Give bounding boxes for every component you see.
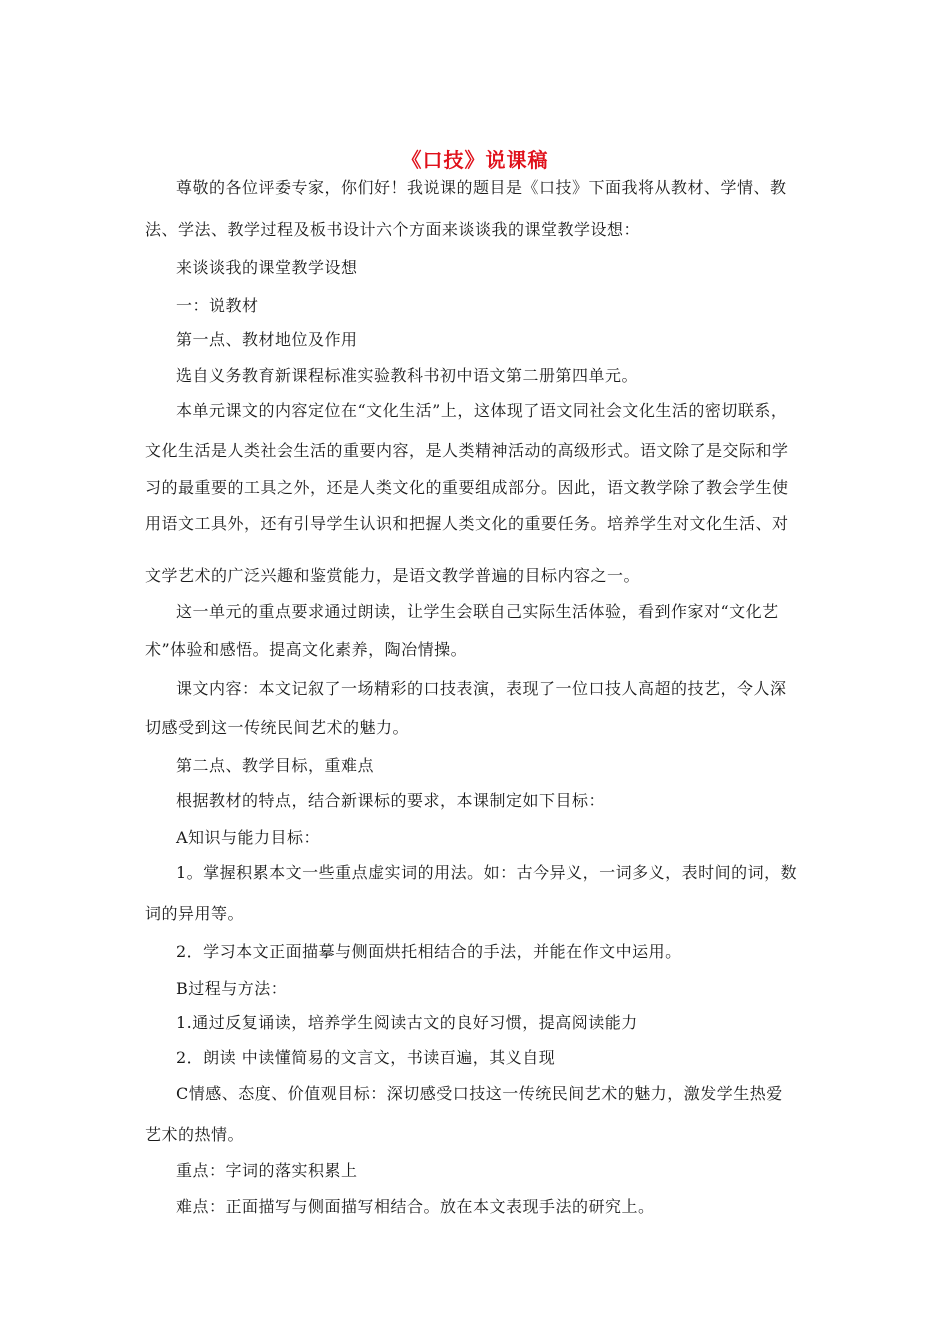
- paragraph-line: 尊敬的各位评委专家，你们好！我说课的题目是《口技》下面我将从教材、学情、教: [176, 178, 787, 197]
- paragraph-line: 法、学法、教学过程及板书设计六个方面来谈谈我的课堂教学设想：: [145, 220, 641, 239]
- section-heading: 一：说教材: [176, 296, 259, 315]
- paragraph-line: 习的最重要的工具之外，还是人类文化的重要组成部分。因此，语文教学除了教会学生使: [145, 478, 789, 497]
- subsection-heading: 第一点、教材地位及作用: [176, 330, 358, 349]
- paragraph-line: 切感受到这一传统民间艺术的魅力。: [145, 718, 410, 737]
- paragraph-line: 用语文工具外，还有引导学生认识和把握人类文化的重要任务。培养学生对文化生活、对: [145, 514, 789, 533]
- paragraph-line: 课文内容：本文记叙了一场精彩的口技表演，表现了一位口技人高超的技艺，令人深: [176, 679, 787, 698]
- paragraph-line: 2．学习本文正面描摹与侧面烘托相结合的手法，并能在作文中运用。: [176, 942, 682, 961]
- paragraph-line: 艺术的热情。: [145, 1125, 245, 1144]
- paragraph-line: 难点：正面描写与侧面描写相结合。放在本文表现手法的研究上。: [176, 1197, 655, 1216]
- paragraph-line: 来谈谈我的课堂教学设想: [176, 258, 358, 277]
- paragraph-line: 1。掌握积累本文一些重点虚实词的用法。如：古今异义，一词多义，表时间的词，数: [176, 863, 798, 882]
- paragraph-line: 这一单元的重点要求通过朗读，让学生会联自己实际生活体验，看到作家对“文化艺: [176, 602, 779, 621]
- document-title: 《口技》说课稿: [401, 148, 549, 172]
- paragraph-line: 1.通过反复诵读，培养学生阅读古文的良好习惯，提高阅读能力: [176, 1013, 638, 1032]
- paragraph-line: 选自义务教育新课程标准实验教科书初中语文第二册第四单元。: [176, 366, 639, 385]
- paragraph-line: B过程与方法：: [176, 979, 288, 998]
- paragraph-line: 文化生活是人类社会生活的重要内容，是人类精神活动的高级形式。语文除了是交际和学: [145, 441, 789, 460]
- paragraph-line: 术”体验和感悟。提高文化素养，陶冶情操。: [145, 640, 468, 659]
- paragraph-line: 重点：字词的落实积累上: [176, 1161, 358, 1180]
- paragraph-line: 文学艺术的广泛兴趣和鉴赏能力，是语文教学普遍的目标内容之一。: [145, 566, 641, 585]
- paragraph-line: 词的异用等。: [145, 904, 245, 923]
- paragraph-line: 根据教材的特点，结合新课标的要求，本课制定如下目标：: [176, 791, 606, 810]
- paragraph-line: C情感、态度、价值观目标：深切感受口技这一传统民间艺术的魅力，激发学生热爱: [176, 1084, 783, 1103]
- subsection-heading: 第二点、教学目标，重难点: [176, 756, 375, 775]
- paragraph-line: 本单元课文的内容定位在“文化生活”上，这体现了语文同社会文化生活的密切联系，: [176, 401, 788, 420]
- paragraph-line: A知识与能力目标：: [176, 828, 321, 847]
- paragraph-line: 2．朗读 中读懂简易的文言文，书读百遍，其义自现: [176, 1048, 556, 1067]
